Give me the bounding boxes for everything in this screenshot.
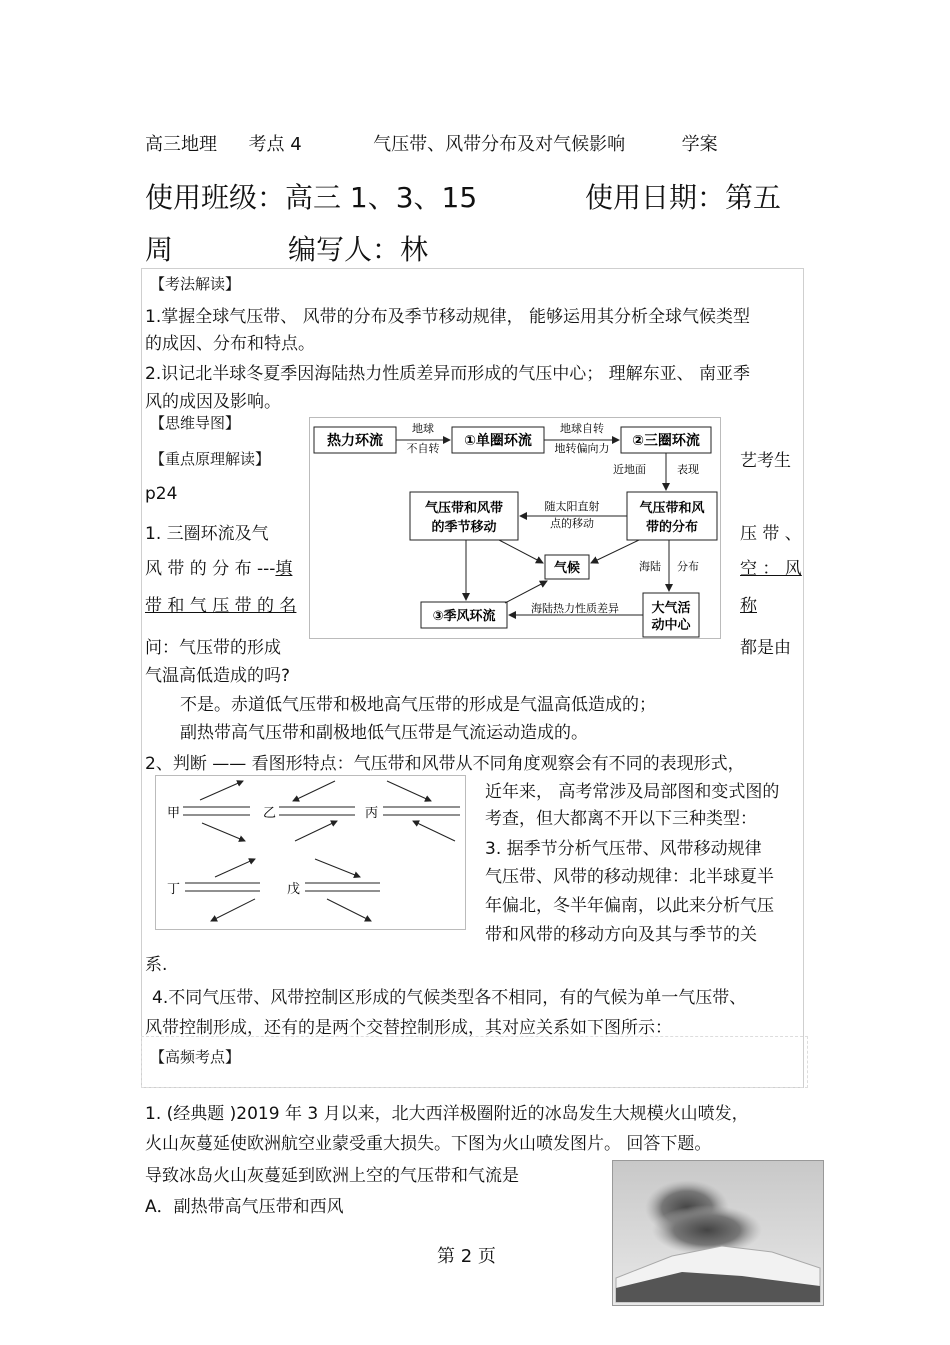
author-info: 编写人：林 xyxy=(288,233,429,266)
fill-line-a xyxy=(145,554,292,579)
box-centers-text1: 大气活 xyxy=(651,601,691,616)
arrow1-label-bottom: 不自转 xyxy=(406,442,440,455)
box-single-text: ①单圈环流 xyxy=(464,433,532,449)
box-seasonal-text1: 气压带和风带 xyxy=(424,501,504,516)
question-cont: 气温高低造成的吗? xyxy=(145,666,291,686)
gaopin-title: 【高频考点】 xyxy=(150,1048,241,1066)
doc-header xyxy=(145,130,718,156)
item4-line1: 4.不同气压带、风带控制区形成的气候类型各不相同，有的气候为单一气压带、 xyxy=(152,988,747,1008)
date-info: 使用日期：第五 xyxy=(585,181,782,214)
item1-left: 1. 三圈环流及气 xyxy=(145,524,269,544)
kaofa-item1-cont: 的成因、分布和特点。 xyxy=(145,334,315,354)
box-centers-text2: 动中心 xyxy=(651,618,691,633)
label-wu: 戊 xyxy=(287,882,301,897)
panduan-line: 2、判断 —— 看图形特点：气压带和风带从不同角度观察会有不同的表现形式， xyxy=(145,754,745,774)
answer-line1: 不是。赤道低气压带和极地高气压带的形成是气温高低造成的； xyxy=(180,695,656,715)
box-three-text: ②三圈环流 xyxy=(632,433,700,449)
q1-line3: 导致冰岛火山灰蔓延到欧洲上空的气压带和气流是 xyxy=(145,1166,519,1186)
arrow3-label-right: 表现 xyxy=(677,463,699,476)
kaofa-item1: 1.掌握全球气压带、 风带的分布及季节移动规律， 能够运用其分析全球气候类型 xyxy=(145,307,751,327)
panduan-r1: 近年来， 高考常涉及局部图和变式图的 xyxy=(485,782,780,802)
fill-line-a-right: 空 ： 风 xyxy=(740,559,802,579)
q1-line2: 火山灰蔓延使欧洲航空业蒙受重大损失。下图为火山喷发图片。 回答下题。 xyxy=(145,1134,712,1154)
topic-number: 考点 4 xyxy=(248,134,302,155)
arrow2-label-top: 地球自转 xyxy=(560,422,604,435)
fill-line-a-text: 风 带 的 分 布 --- xyxy=(145,559,276,579)
fill-blank-a: 填 xyxy=(275,559,293,579)
subject: 高三地理 xyxy=(145,134,217,155)
arrow4-label1: 随太阳直射 xyxy=(544,500,600,513)
box-climate-text: 气候 xyxy=(553,561,581,576)
fill-line-b: 带 和 气 压 带 的 名 xyxy=(145,596,297,616)
item1-right: 压 带 、 xyxy=(740,524,802,544)
box-seasonal-text2: 的季节移动 xyxy=(431,520,497,535)
page-ref: p24 xyxy=(145,484,178,504)
panduan-r6: 带和风带的移动方向及其与季节的关 xyxy=(485,925,757,945)
arrow7-label: 海陆热力性质差异 xyxy=(531,602,619,615)
label-yi: 乙 xyxy=(263,806,277,821)
ash-plume-lower xyxy=(652,1205,762,1255)
q1-line1: 1. (经典题 )2019 年 3 月以来，北大西洋极圈附近的冰岛发生大规模火山喷发， xyxy=(145,1104,749,1124)
class-info: 使用班级：高三 1、3、15 xyxy=(145,181,478,214)
panduan-r4: 气压带、风带的移动规律：北半球夏半 xyxy=(485,867,774,887)
q1-option-a: A．副热带高气压带和西风 xyxy=(145,1197,344,1217)
zhongdian-right1: 艺考生 xyxy=(740,451,791,471)
panduan-r3: 3. 据季节分析气压带、风带移动规律 xyxy=(485,839,762,859)
arrow1-label-top: 地球 xyxy=(412,422,434,435)
label-jia: 甲 xyxy=(167,806,181,821)
siwei-title: 【思维导图】 xyxy=(150,414,241,432)
label-bing: 丙 xyxy=(365,806,379,821)
arrow2-label-bottom: 地转偏向力 xyxy=(554,442,610,455)
arrow3-label-left: 近地面 xyxy=(613,463,646,476)
kaofa-title: 【考法解读】 xyxy=(150,275,241,293)
page-number: 第 2 页 xyxy=(437,1246,496,1267)
volcano-photo xyxy=(612,1160,824,1306)
panduan-r7: 系. xyxy=(145,955,168,975)
box-thermal-text: 热力环流 xyxy=(327,433,383,449)
doc-type: 学案 xyxy=(681,134,718,155)
fill-line-b-right: 称 xyxy=(740,596,757,616)
panduan-r5: 年偏北，冬半年偏南，以此来分析气压 xyxy=(485,896,774,916)
pressure-belt-figure xyxy=(155,775,466,930)
arrow6-label-right: 分布 xyxy=(677,560,699,573)
kaofa-item2-cont: 风的成因及影响。 xyxy=(145,392,281,412)
arrow4-label2: 点的移动 xyxy=(550,517,594,530)
kaofa-item2: 2.识记北半球冬夏季因海陆热力性质差异而形成的气压中心； 理解东亚、 南亚季 xyxy=(145,364,751,384)
mind-map-diagram xyxy=(309,417,721,639)
label-ding: 丁 xyxy=(167,882,181,897)
arrow6-label-left: 海陆 xyxy=(639,560,661,573)
question-right: 都是由 xyxy=(740,638,791,658)
answer-line2: 副热带高气压带和副极地低气压带是气流运动造成的。 xyxy=(180,723,588,743)
question-left: 问：气压带的形成 xyxy=(145,638,281,658)
box-dist-text2: 带的分布 xyxy=(645,520,699,535)
panduan-r2: 考查，但大都离不开以下三种类型： xyxy=(485,809,757,829)
gaopin-frame xyxy=(141,1036,808,1088)
box-dist-text1: 气压带和风 xyxy=(639,501,705,516)
topic-title: 气压带、风带分布及对气候影响 xyxy=(373,134,626,155)
zhongdian-title: 【重点原理解读】 xyxy=(150,450,271,468)
item4-line2: 风带控制形成，还有的是两个交替控制形成，其对应关系如下图所示： xyxy=(145,1018,672,1038)
week-info: 周 xyxy=(145,233,174,266)
box-monsoon-text: ③季风环流 xyxy=(432,609,496,624)
